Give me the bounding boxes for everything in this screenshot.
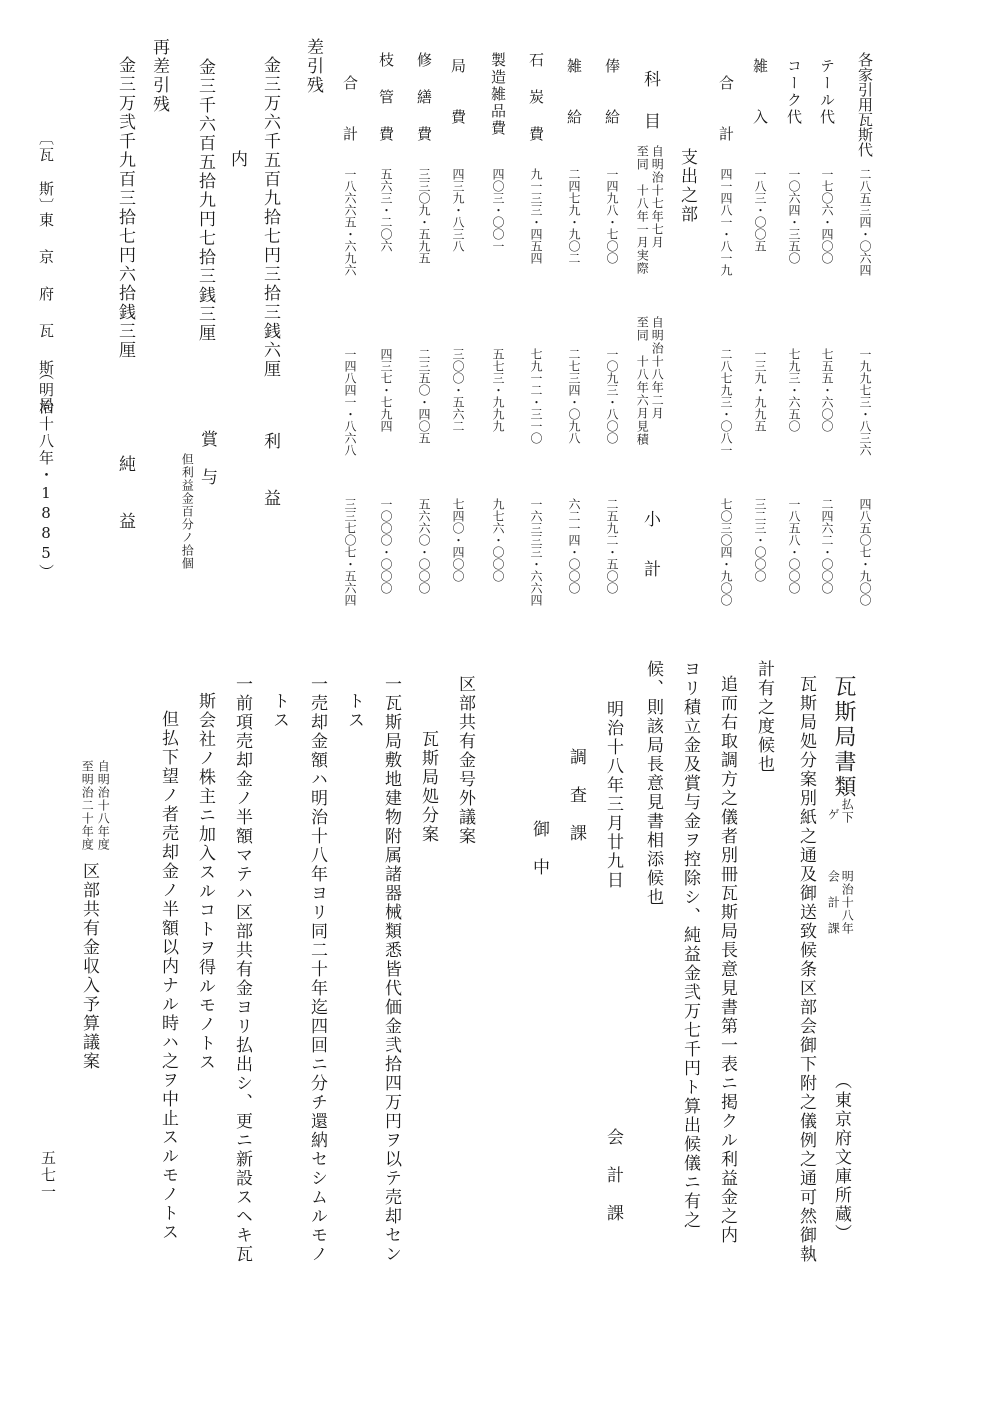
header-period-b-line2: 至同 十八年六月見積 (635, 316, 650, 446)
table-cell-c: 七〇三〇四・九〇〇 (719, 498, 733, 606)
table-row-label: 合 計 (341, 75, 359, 143)
uchi-label: 内 (227, 150, 247, 169)
doc-line-4: ヨリ積立金及賞与金ヲ控除シ、純益金弐万七千円ト算出候儀ニ有之 (680, 660, 700, 1230)
footer-org: 東 京 府 瓦 斯 局 (37, 212, 55, 414)
table-cell-c: 四八五〇七・九〇〇 (858, 498, 872, 606)
bonus-label: 賞 与 (197, 430, 217, 487)
plan-item-3b: 斯会社ノ株主ニ加入スルコトヲ得ルモノトス (195, 692, 215, 1072)
table-row-label: 合 計 (717, 75, 735, 143)
table-cell-a: 一八六六五・六九六 (343, 168, 357, 276)
doc-sub-note-1: 明治十八年 (840, 870, 855, 935)
table-cell-b: 二七三四・〇九八 (567, 348, 581, 444)
table-cell-a: 三三〇九・五九五 (417, 168, 431, 264)
table-row-label: 製造雑品費 (489, 52, 507, 137)
table-cell-c: 五六六〇・〇〇〇 (417, 498, 431, 594)
plan-title: 瓦斯局処分案 (418, 730, 438, 844)
table-cell-b: 三〇〇・五六二 (451, 348, 465, 432)
table-cell-c: 二五九二・五〇〇 (605, 498, 619, 594)
doc-line-1: 瓦斯局処分案別紙之通及御送致候条区部会御下附之儀例之通可然御執 (796, 675, 816, 1264)
footer-year: （明治十八年・1885） (37, 365, 55, 581)
doc-line-5: 候、則該局長意見書相添候也 (643, 660, 663, 907)
balance-amount-2: 金三千六百五拾九円七拾三銭三厘 (195, 58, 215, 343)
header-subtotal-bottom: 計 (640, 560, 660, 579)
budget-title: 区部共有金収入予算議案 (79, 862, 99, 1071)
expense-section-title: 支出之部 (677, 148, 697, 224)
table-cell-b: 七九三・六五〇 (787, 348, 801, 432)
sashihiki-label: 差引残 (303, 38, 323, 95)
bonus-note: 但利益金百分ノ拾個 (180, 453, 195, 570)
table-row-label: 局 費 (449, 58, 467, 126)
table-cell-b: 一九九七三・八三六 (858, 348, 872, 456)
table-cell-a: 二四七九・九〇二 (567, 168, 581, 264)
table-cell-c: 二四六二・〇〇〇 (820, 498, 834, 594)
table-cell-a: 一〇六四・三五〇 (787, 168, 801, 264)
doc-to-2: 御 中 (529, 820, 549, 877)
table-cell-b: 七九一二・三一〇 (529, 348, 543, 444)
table-cell-a: 一七〇六・四〇〇 (820, 168, 834, 264)
doc-title: 瓦斯局書類 (831, 675, 856, 800)
table-row-label: 石 炭 費 (527, 52, 545, 143)
net-profit-label: 純 益 (115, 455, 135, 531)
doc-title-note-2: ゲ (826, 808, 841, 821)
table-row-label: テール代 (818, 58, 836, 126)
balance-amount-1: 金三万六千五百九拾七円三拾三銭六厘 (260, 56, 280, 379)
table-cell-b: 二三五〇・四〇五 (417, 348, 431, 444)
table-row-label: 雑 入 (751, 58, 769, 126)
doc-sub-note-2: 会 計 課 (826, 870, 841, 935)
doc-archive: （東京府文庫所蔵） (831, 1072, 851, 1243)
table-cell-b: 七五五・六〇〇 (820, 348, 834, 432)
footer-tag: 〔瓦 斯〕 (37, 130, 55, 215)
plan-item-1b: トス (344, 692, 364, 730)
table-row-label: コーク代 (785, 58, 803, 126)
plan-item-3a: 一前項売却金ノ半額マテハ区部共有金ヨリ払出シ、更ニ新設スヘキ瓦 (232, 675, 252, 1264)
table-cell-c: 一〇〇〇・〇〇〇 (379, 498, 393, 594)
table-row-label: 修 繕 費 (415, 52, 433, 143)
doc-to-1: 調 査 課 (566, 748, 586, 843)
table-row-label: 雑 給 (565, 58, 583, 126)
doc-date: 明治十八年三月廿九日 (603, 700, 623, 890)
header-subtotal-top: 小 (640, 510, 660, 529)
table-cell-b: 一三九・九九五 (753, 348, 767, 432)
table-cell-c: 七四〇・四〇〇 (451, 498, 465, 582)
table-cell-a: 九一三三・四五四 (529, 168, 543, 264)
table-cell-b: 二八七九三・〇八一 (719, 348, 733, 456)
header-subject-top: 科 (640, 70, 660, 89)
table-cell-a: 四〇三・〇〇一 (491, 168, 505, 252)
doc-line-3: 追而右取調方之儀者別冊瓦斯局長意見書第一表ニ掲クル利益金之内 (717, 675, 737, 1245)
table-cell-a: 四一四八一・八一九 (719, 168, 733, 276)
resashihiki-label: 再差引残 (149, 38, 169, 114)
table-cell-a: 一八三・〇〇五 (753, 168, 767, 252)
table-cell-a: 五六三・二〇六 (379, 168, 393, 252)
table-cell-c: 六二一四・〇〇〇 (567, 498, 581, 594)
table-cell-b: 一四八四一・八六八 (343, 348, 357, 456)
plan-item-3c: 但払下望ノ者売却金ノ半額以内ナル時ハ之ヲ中止スルモノトス (158, 710, 178, 1242)
table-cell-a: 二八五三四・〇六四 (858, 168, 872, 276)
table-cell-a: 一四九八・七〇〇 (605, 168, 619, 264)
doc-line-2: 計有之度候也 (754, 660, 774, 774)
doc-title-note-1: 払下 (840, 798, 855, 824)
table-cell-a: 四三九・八三八 (451, 168, 465, 252)
table-cell-c: 一八五八・〇〇〇 (787, 498, 801, 594)
plan-item-1a: 一瓦斯局敷地建物附属諸器械類悉皆代価金弐拾四万円ヲ以テ売却セン (381, 675, 401, 1264)
budget-period-2: 至明治二十年度 (80, 760, 95, 851)
doc-from: 会 計 課 (603, 1128, 623, 1223)
header-period-b-line1: 自明治十八年二月 (650, 316, 665, 420)
header-period-a-line2: 至同 十八年一月実際 (635, 145, 650, 275)
budget-period-1: 自明治十八年度 (96, 760, 111, 851)
profit-label: 利 益 (260, 432, 280, 508)
plan-item-2b: トス (269, 692, 289, 730)
table-cell-c: 三二三・〇〇〇 (753, 498, 767, 582)
agenda-title: 区部共有金号外議案 (455, 675, 475, 846)
table-row-label: 枝 管 費 (377, 52, 395, 143)
table-cell-c: 九七六・〇〇〇 (491, 498, 505, 582)
plan-item-2a: 一売却金額ハ明治十八年ヨリ同二十年迄四回ニ分チ還納セシムルモノ (307, 675, 327, 1264)
balance-amount-3: 金三万弐千九百三拾七円六拾銭三厘 (115, 56, 135, 360)
table-cell-b: 四三七・七九四 (379, 348, 393, 432)
table-cell-b: 一〇九三・八〇〇 (605, 348, 619, 444)
table-cell-c: 一六三三三・六六四 (529, 498, 543, 606)
table-row-label: 各家引用瓦斯代 (856, 52, 874, 157)
table-cell-b: 五七三・九九九 (491, 348, 505, 432)
page-number: 五七一 (39, 1150, 57, 1201)
header-subject-bottom: 目 (640, 112, 660, 131)
table-cell-c: 三三七〇七・五六四 (343, 498, 357, 606)
header-period-a-line1: 自明治十七年七月 (650, 145, 665, 249)
table-row-label: 俸 給 (603, 58, 621, 126)
